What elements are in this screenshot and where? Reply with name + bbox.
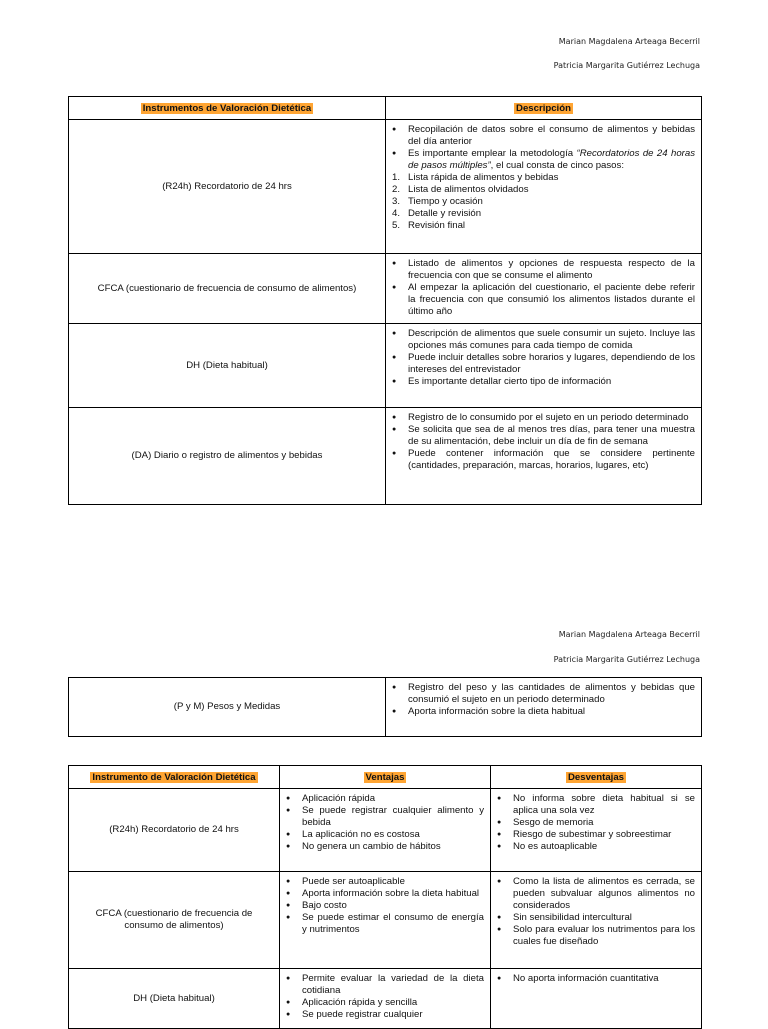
description-cell <box>386 120 702 254</box>
advantages-cell <box>280 969 491 1029</box>
list-item: ● Aplicación rápida <box>302 793 484 805</box>
instrument-cell: CFCA (cuestionario de frecuencia de consumo de alimentos) <box>69 872 280 969</box>
numbered-item: 2. Lista de alimentos olvidados <box>392 184 529 195</box>
disadvantages-cell <box>491 789 702 872</box>
author-name-1: Marian Magdalena Arteaga Becerril <box>558 37 700 46</box>
table-row <box>69 789 702 872</box>
list-item: ● Aplicación rápida y sencilla <box>302 997 484 1009</box>
instrument-cell: DH (Dieta habitual) <box>69 969 280 1029</box>
column-header-advantages: Ventajas <box>280 766 491 789</box>
list-item: ● Aporta información sobre la dieta habitual <box>408 706 695 718</box>
list-item: ● Recopilación de datos sobre el consumo de alimentos y bebidas del día anterior <box>408 124 695 148</box>
instrument-cell: CFCA (cuestionario de frecuencia de consumo de alimentos) <box>69 254 386 324</box>
description-cell <box>386 324 702 408</box>
table-header-row <box>69 97 702 120</box>
list-item: ● Aporta información sobre la dieta habitual <box>302 888 484 900</box>
list-item: ● No aporta información cuantitativa <box>513 973 695 985</box>
author-name-2: Patricia Margarita Gutiérrez Lechuga <box>553 655 700 664</box>
list-item: ● Se puede estimar el consumo de energía y nutrimentos <box>302 912 484 936</box>
disadvantages-cell <box>491 872 702 969</box>
numbered-item: 1. Lista rápida de alimentos y bebidas <box>392 172 559 183</box>
list-item: ● Puede contener información que se considere pertinente (cantidades, preparación, marcas, horarios, lugares, etc) <box>408 448 695 472</box>
author-name-2: Patricia Margarita Gutiérrez Lechuga <box>553 61 700 70</box>
list-item: ● Permite evaluar la variedad de la dieta cotidiana <box>302 973 484 997</box>
list-item: ● No genera un cambio de hábitos <box>302 841 484 853</box>
author-name-1: Marian Magdalena Arteaga Becerril <box>558 630 700 639</box>
instrument-cell: (DA) Diario o registro de alimentos y bebidas <box>69 408 386 505</box>
description-cell <box>386 254 702 324</box>
list-item: ● Puede incluir detalles sobre horarios y lugares, dependiendo de los intereses del entrevistador <box>408 352 695 376</box>
list-item: ● Solo para evaluar los nutrimentos para los cuales fue diseñado <box>513 924 695 948</box>
list-item: ● Registro del peso y las cantidades de alimentos y bebidas que consumió el sujeto en un periodo determinado <box>408 682 695 706</box>
list-item: ● Riesgo de subestimar y sobreestimar <box>513 829 695 841</box>
instrument-cell: (R24h) Recordatorio de 24 hrs <box>69 120 386 254</box>
instrument-cell: (R24h) Recordatorio de 24 hrs <box>69 789 280 872</box>
table-row <box>69 254 702 324</box>
list-item: ● Puede ser autoaplicable <box>302 876 484 888</box>
list-item: ● Es importante emplear la metodología “Recordatorios de 24 horas de pasos múltiples”, el cual consta de cinco pasos: <box>408 148 695 172</box>
instrument-cell: (P y M) Pesos y Medidas <box>69 678 386 737</box>
table-row <box>69 872 702 969</box>
column-header-instrument: Instrumento de Valoración Dietética <box>69 766 280 789</box>
instruments-continuation-table <box>68 677 702 737</box>
instruments-description-table <box>68 96 702 505</box>
description-cell <box>386 678 702 737</box>
list-item: ● Se solicita que sea de al menos tres días, para tener una muestra de su alimentación, debe incluir un día de fin de semana <box>408 424 695 448</box>
list-item: ● Sesgo de memoria <box>513 817 695 829</box>
list-item: ● Es importante detallar cierto tipo de información <box>408 376 695 388</box>
column-header-instrument: Instrumentos de Valoración Dietética <box>69 97 386 120</box>
list-item: ● Se puede registrar cualquier <box>302 1009 484 1021</box>
list-item: ● Listado de alimentos y opciones de respuesta respecto de la frecuencia con que se consume el alimento <box>408 258 695 282</box>
list-item: ● Bajo costo <box>302 900 484 912</box>
column-header-disadvantages: Desventajas <box>491 766 702 789</box>
table-header-row <box>69 766 702 789</box>
table-row <box>69 408 702 505</box>
list-item: ● La aplicación no es costosa <box>302 829 484 841</box>
list-item: ● Sin sensibilidad intercultural <box>513 912 695 924</box>
numbered-item: 3. Tiempo y ocasión <box>392 196 483 207</box>
table-row <box>69 969 702 1029</box>
list-item: ● No es autoaplicable <box>513 841 695 853</box>
list-item: ● Descripción de alimentos que suele consumir un sujeto. Incluye las opciones más comunes para cada tiempo de comida <box>408 328 695 352</box>
disadvantages-cell <box>491 969 702 1029</box>
list-item: ● Registro de lo consumido por el sujeto en un periodo determinado <box>408 412 695 424</box>
table-row <box>69 324 702 408</box>
list-item: ● Se puede registrar cualquier alimento y bebida <box>302 805 484 829</box>
list-item: ● No informa sobre dieta habitual si se aplica una sola vez <box>513 793 695 817</box>
column-header-description: Descripción <box>386 97 702 120</box>
advantages-cell <box>280 872 491 969</box>
numbered-item: 4. Detalle y revisión <box>392 208 482 219</box>
advantages-disadvantages-table <box>68 765 702 1029</box>
numbered-item: 5. Revisión final <box>392 220 466 231</box>
list-item: ● Como la lista de alimentos es cerrada, se pueden subvaluar algunos alimentos no considerados <box>513 876 695 912</box>
table-row <box>69 678 702 737</box>
table-row <box>69 120 702 254</box>
instrument-cell: DH (Dieta habitual) <box>69 324 386 408</box>
advantages-cell <box>280 789 491 872</box>
list-item: ● Al empezar la aplicación del cuestionario, el paciente debe referir la frecuencia con que consumió los alimentos listados durante el último año <box>408 282 695 318</box>
description-cell <box>386 408 702 505</box>
